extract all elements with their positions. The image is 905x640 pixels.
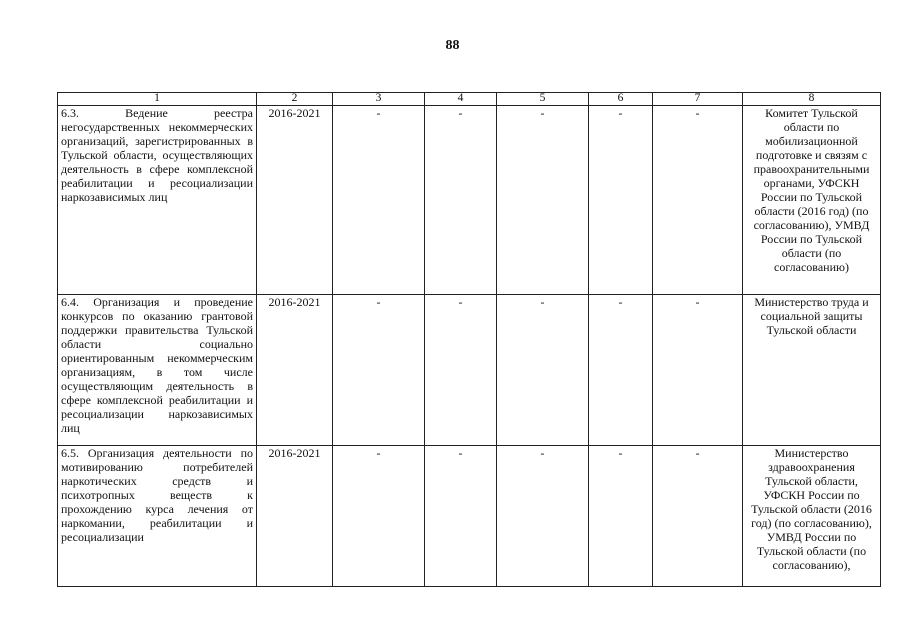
table-row xyxy=(58,446,881,587)
measure-period: 2016-2021 xyxy=(257,295,333,446)
page-number: 88 xyxy=(445,38,460,53)
table-cell: - xyxy=(333,295,425,446)
table-cell: - xyxy=(653,106,743,295)
table-cell: - xyxy=(653,446,743,587)
measure-description: 6.5. Организация деятельности по мотивированию потребителей наркотических средств и психотропных веществ к прохождению курса лечения от наркомании, реабилитации и ресоциализации xyxy=(58,446,257,587)
table-cell: - xyxy=(497,295,589,446)
table-cell: - xyxy=(589,295,653,446)
table-row xyxy=(58,295,881,446)
measure-executor: Министерство здравоохранения Тульской области, УФСКН России по Тульской области (2016 год) (по согласованию), УМВД России по Тульской области (по согласованию), xyxy=(743,446,881,587)
table-cell: - xyxy=(333,106,425,295)
table-cell: - xyxy=(653,295,743,446)
column-header: 6 xyxy=(589,93,653,106)
column-header: 2 xyxy=(257,93,333,106)
table-header-row xyxy=(58,93,881,106)
table-cell: - xyxy=(589,106,653,295)
table-cell: - xyxy=(333,446,425,587)
table-cell: - xyxy=(589,446,653,587)
table-cell: - xyxy=(497,106,589,295)
measures-table xyxy=(57,92,881,587)
measure-description: 6.4. Организация и проведение конкурсов по оказанию грантовой поддержки правительства Тульской области социально ориентированным некоммерческим организациям, в том числе осуществляющим деятельность в сфере комплексной реабилитации и ресоциализации наркозависимых лиц xyxy=(58,295,257,446)
column-header: 8 xyxy=(743,93,881,106)
measure-executor: Министерство труда и социальной защиты Тульской области xyxy=(743,295,881,446)
measure-period: 2016-2021 xyxy=(257,106,333,295)
column-header: 1 xyxy=(58,93,257,106)
table-cell: - xyxy=(425,106,497,295)
column-header: 4 xyxy=(425,93,497,106)
column-header: 5 xyxy=(497,93,589,106)
measure-description: 6.3. Ведение реестра негосударственных некоммерческих организаций, зарегистрированных в Тульской области, осуществляющих деятельность в сфере комплексной реабилитации и ресоциализации наркозависимых лиц xyxy=(58,106,257,295)
table-cell: - xyxy=(425,446,497,587)
table-row xyxy=(58,106,881,295)
table-cell: - xyxy=(497,446,589,587)
column-header: 7 xyxy=(653,93,743,106)
table-cell: - xyxy=(425,295,497,446)
column-header: 3 xyxy=(333,93,425,106)
measure-period: 2016-2021 xyxy=(257,446,333,587)
measure-executor: Комитет Тульской области по мобилизационной подготовке и связям с правоохранительными органами, УФСКН России по Тульской области (2016 год) (по согласованию), УМВД России по Тульской области (по согласованию) xyxy=(743,106,881,295)
